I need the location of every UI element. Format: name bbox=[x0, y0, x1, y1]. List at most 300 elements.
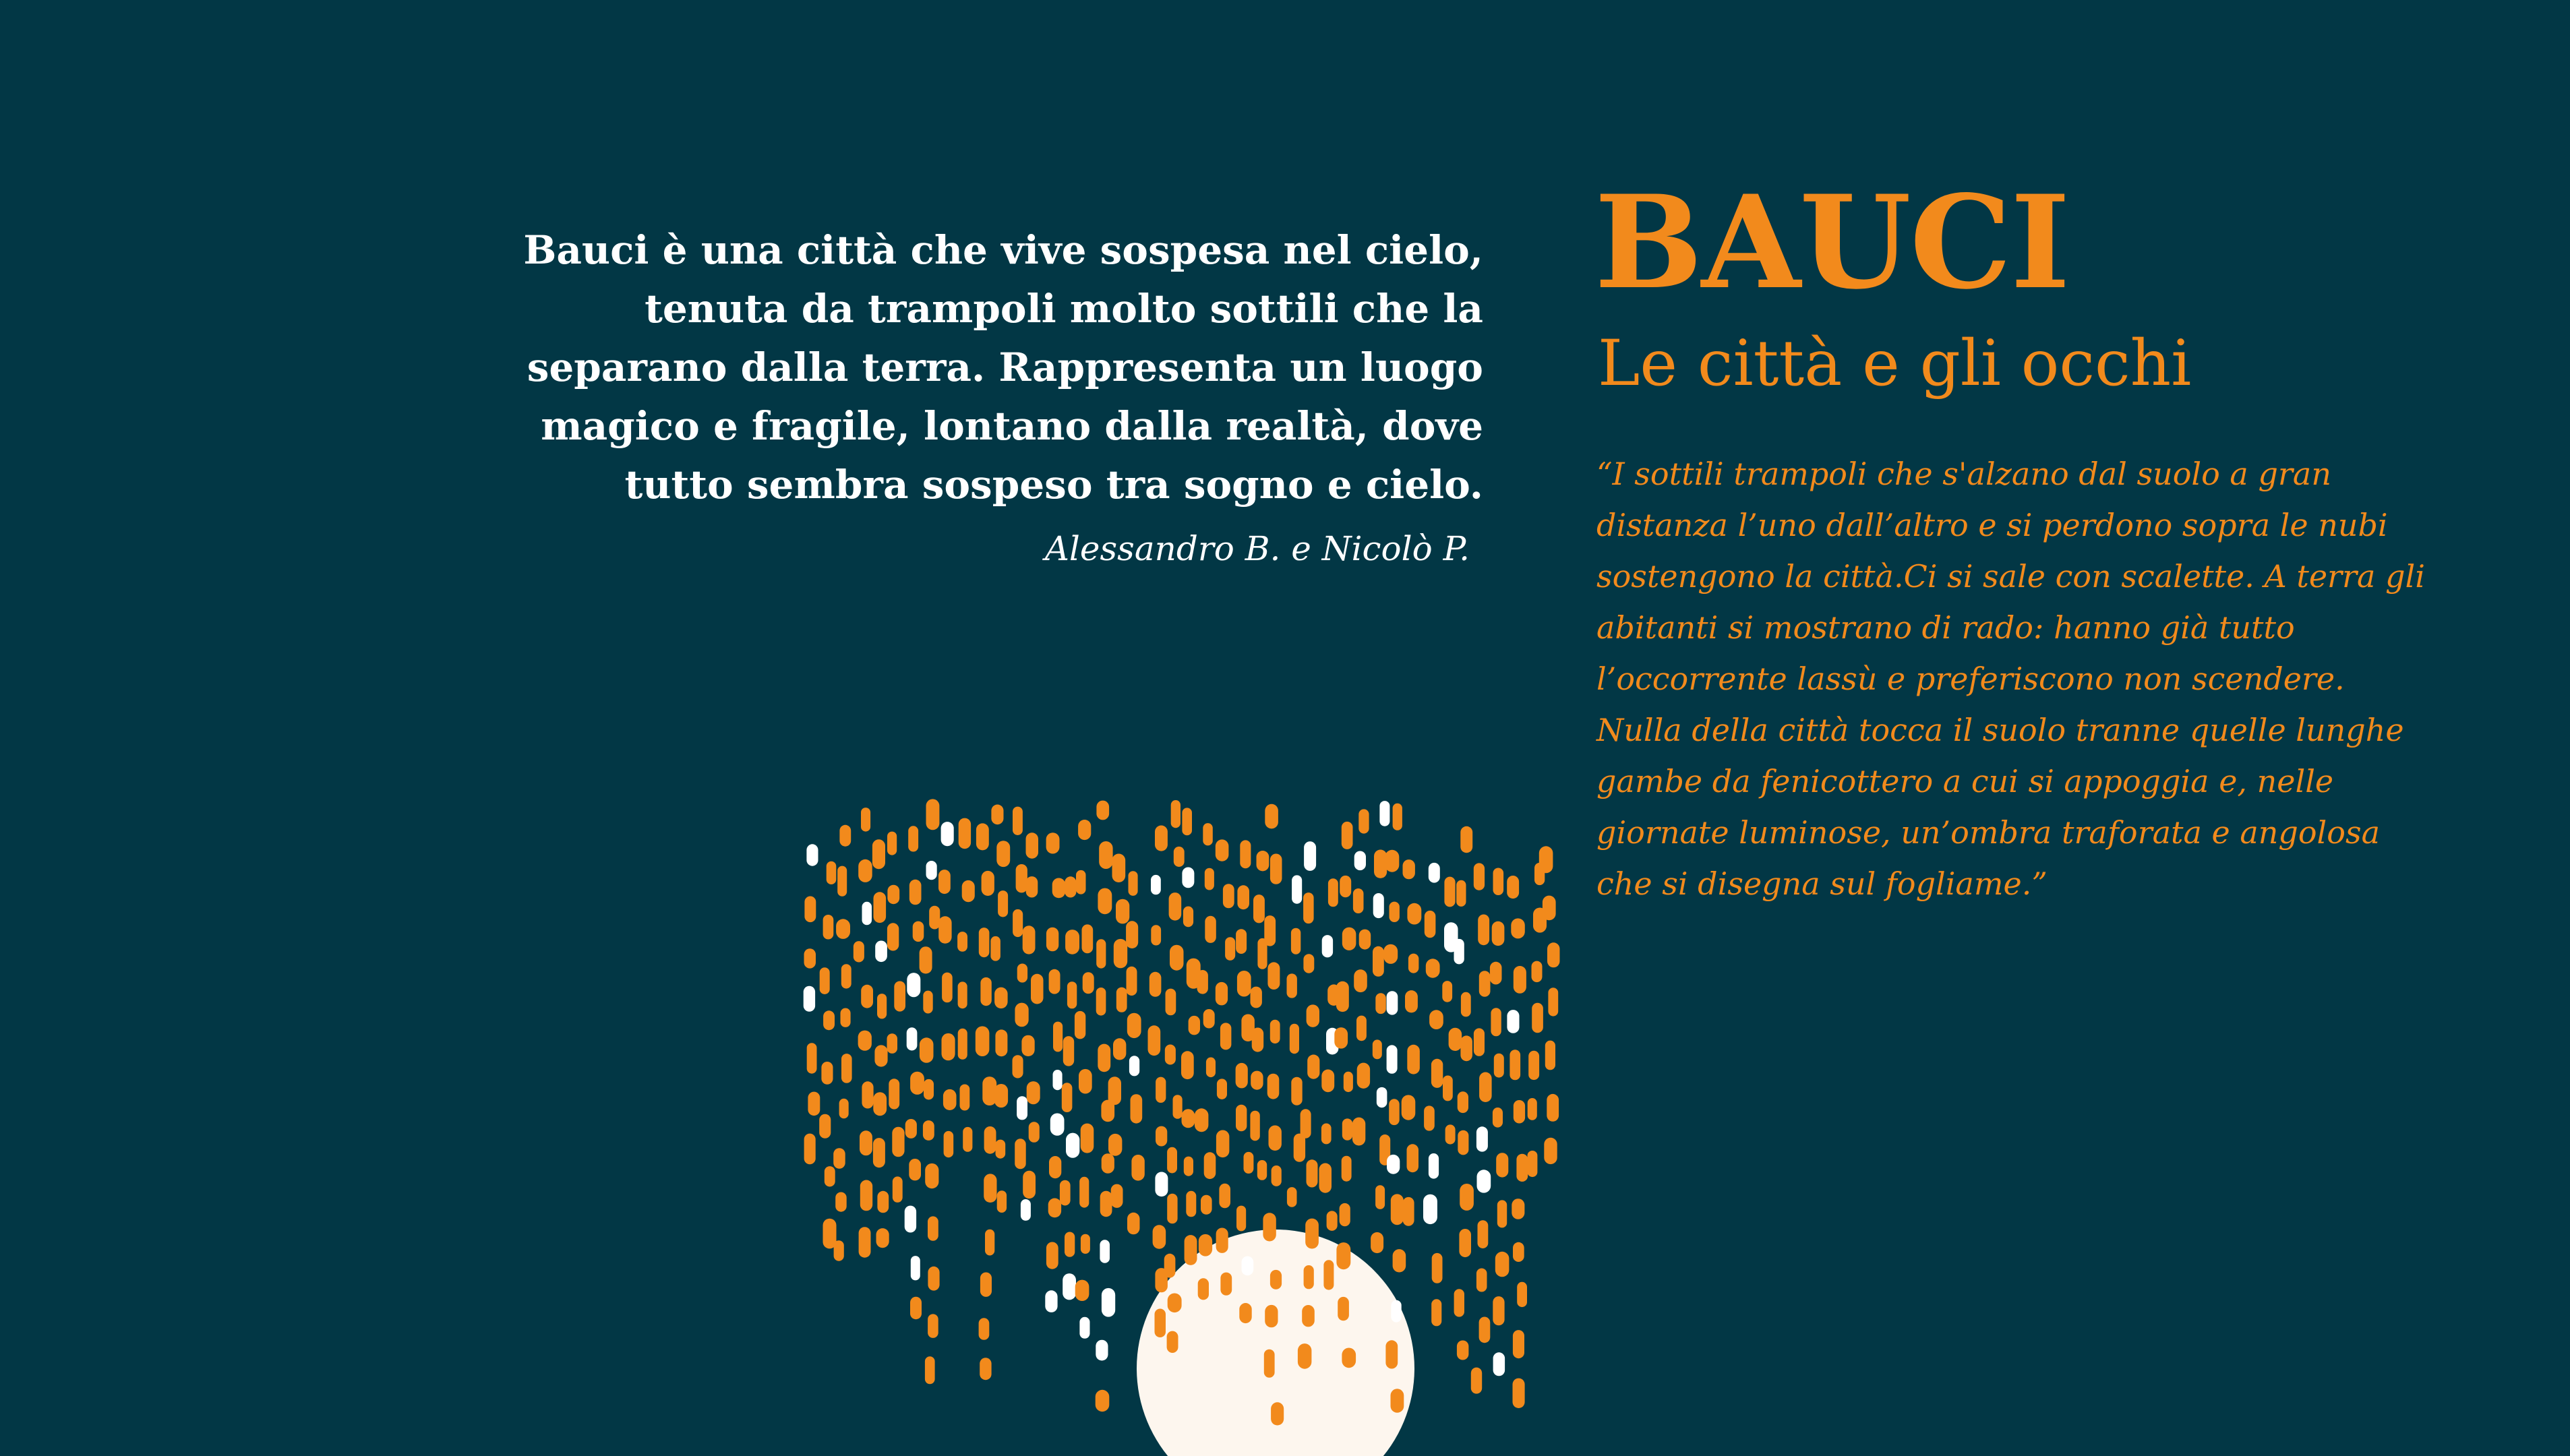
stilt-mark bbox=[1298, 1343, 1312, 1369]
stilt-mark bbox=[1517, 1282, 1527, 1307]
stilt-mark bbox=[1342, 1156, 1352, 1182]
stilt-mark bbox=[1407, 1144, 1419, 1172]
stilt-mark bbox=[1253, 894, 1265, 923]
stilt-mark bbox=[985, 1230, 994, 1256]
stilt-mark bbox=[1236, 1206, 1246, 1232]
stilt-mark bbox=[982, 1076, 996, 1105]
stilt-mark bbox=[825, 1166, 835, 1186]
stilt-mark bbox=[979, 1318, 990, 1340]
stilt-mark bbox=[958, 981, 967, 1008]
stilt-mark bbox=[861, 808, 870, 832]
stilt-mark bbox=[1494, 1054, 1504, 1078]
stilt-mark bbox=[1371, 1232, 1383, 1253]
stilt-mark bbox=[1443, 1076, 1453, 1101]
stilt-mark bbox=[991, 805, 1003, 825]
stilt-mark bbox=[860, 1130, 872, 1155]
stilt-mark bbox=[860, 1180, 872, 1211]
stilt-mark bbox=[1478, 915, 1489, 946]
stilt-mark bbox=[1079, 1317, 1089, 1339]
stilt-mark bbox=[1303, 892, 1314, 923]
stilt-mark bbox=[938, 916, 951, 944]
stilt-mark bbox=[1393, 803, 1402, 830]
stilt-mark bbox=[984, 1174, 996, 1203]
stilt-mark bbox=[1016, 864, 1027, 892]
stilt-mark bbox=[1403, 1197, 1414, 1226]
stilt-mark bbox=[1114, 939, 1127, 968]
stilt-mark bbox=[1079, 1177, 1089, 1208]
stilt-mark bbox=[874, 1045, 887, 1066]
stilt-mark bbox=[1476, 1126, 1488, 1151]
stilt-mark bbox=[1155, 1268, 1168, 1292]
stilt-mark bbox=[957, 932, 967, 952]
stilt-mark bbox=[839, 825, 851, 847]
stilt-mark bbox=[907, 1027, 918, 1050]
stilt-mark bbox=[1496, 1153, 1508, 1177]
page-subtitle: Le città e gli occhi bbox=[1598, 327, 2192, 400]
stilt-mark bbox=[997, 1190, 1007, 1213]
stilt-mark bbox=[1108, 1134, 1122, 1156]
stilt-mark bbox=[1264, 1349, 1275, 1378]
stilt-mark bbox=[1477, 1170, 1491, 1192]
stilt-mark bbox=[1357, 1063, 1370, 1089]
stilt-mark bbox=[1053, 1070, 1063, 1090]
stilt-mark bbox=[1168, 1294, 1182, 1313]
stilt-mark bbox=[1387, 1045, 1398, 1073]
stilt-mark bbox=[808, 1092, 820, 1116]
stilt-mark bbox=[873, 1138, 885, 1167]
stilt-mark bbox=[1336, 981, 1349, 1012]
stilt-mark bbox=[1013, 909, 1023, 937]
stilt-mark bbox=[1153, 1225, 1166, 1248]
stilt-mark bbox=[1049, 969, 1060, 994]
stilt-mark bbox=[1431, 1299, 1441, 1326]
stilt-mark bbox=[1352, 1118, 1365, 1146]
stilt-mark bbox=[1111, 1184, 1123, 1208]
stilt-mark bbox=[877, 1191, 889, 1213]
stilt-mark bbox=[1048, 1199, 1061, 1218]
stilt-mark bbox=[1076, 870, 1086, 894]
stilt-mark bbox=[1374, 850, 1387, 878]
stilt-mark bbox=[1099, 841, 1112, 869]
stilt-mark bbox=[1304, 841, 1316, 871]
stilt-mark bbox=[995, 1029, 1007, 1056]
stilt-mark bbox=[1063, 1036, 1074, 1066]
stilt-mark bbox=[1060, 1180, 1071, 1206]
stilt-mark bbox=[1242, 1256, 1254, 1276]
stilt-mark bbox=[1151, 875, 1161, 894]
stilt-mark bbox=[837, 866, 847, 897]
stilt-mark bbox=[1236, 1063, 1248, 1089]
stilt-mark bbox=[963, 1127, 972, 1152]
stilt-mark bbox=[1101, 1100, 1114, 1122]
stilt-mark bbox=[1156, 1126, 1167, 1147]
stilt-mark bbox=[1148, 1025, 1161, 1056]
stilt-mark bbox=[804, 1134, 816, 1165]
stilt-mark bbox=[1528, 1151, 1538, 1177]
stilt-mark bbox=[1023, 926, 1036, 954]
stilt-mark bbox=[827, 861, 837, 884]
stilt-mark bbox=[1375, 1185, 1385, 1209]
stilt-mark bbox=[1096, 939, 1106, 968]
stilt-mark bbox=[859, 1227, 871, 1258]
stilt-mark bbox=[1338, 1297, 1349, 1321]
stilt-mark bbox=[1511, 918, 1525, 938]
stilt-mark bbox=[1029, 1122, 1040, 1143]
stilt-mark bbox=[982, 871, 994, 896]
stilt-mark bbox=[1543, 896, 1556, 921]
stilt-mark bbox=[1185, 1235, 1197, 1265]
stilt-mark bbox=[1165, 1045, 1176, 1065]
stilt-mark bbox=[1294, 1134, 1305, 1162]
stilt-mark bbox=[1206, 1058, 1216, 1078]
stilt-mark bbox=[1319, 1163, 1332, 1193]
stilt-mark bbox=[1100, 1240, 1110, 1263]
stilt-mark bbox=[889, 1079, 899, 1109]
stilt-mark bbox=[910, 1297, 922, 1320]
stilt-mark bbox=[820, 967, 830, 994]
stilt-mark bbox=[1385, 1340, 1398, 1368]
stilt-mark bbox=[1031, 974, 1044, 1004]
stilt-mark bbox=[1534, 863, 1545, 885]
stilt-mark bbox=[1423, 1194, 1437, 1224]
stilt-mark bbox=[1046, 832, 1060, 853]
stilt-mark bbox=[1203, 1009, 1215, 1029]
stilt-mark bbox=[1216, 1228, 1228, 1253]
stilt-mark bbox=[1021, 1035, 1034, 1056]
stilt-mark bbox=[994, 1084, 1008, 1108]
stilt-mark bbox=[1533, 908, 1547, 933]
stilt-mark bbox=[1405, 990, 1418, 1012]
stilt-mark bbox=[1237, 885, 1249, 909]
stilt-mark bbox=[1358, 809, 1369, 833]
stilt-mark bbox=[1323, 1260, 1334, 1290]
stilt-mark bbox=[1287, 973, 1297, 998]
stilt-mark bbox=[875, 941, 887, 963]
stilt-mark bbox=[1528, 1051, 1539, 1080]
stilt-mark bbox=[1170, 945, 1184, 971]
stilt-mark bbox=[1046, 1242, 1058, 1269]
stilt-mark bbox=[1493, 1352, 1505, 1376]
stilt-mark bbox=[1532, 961, 1543, 983]
stilt-mark bbox=[911, 1256, 920, 1280]
stilt-mark bbox=[909, 1159, 921, 1180]
stilt-mark bbox=[1442, 981, 1452, 1002]
stilt-mark bbox=[1516, 1154, 1528, 1182]
stilt-mark bbox=[1460, 1035, 1472, 1061]
stilt-mark bbox=[1205, 868, 1214, 890]
stilt-mark bbox=[1389, 902, 1400, 922]
stilt-mark bbox=[1189, 1016, 1200, 1035]
stilt-mark bbox=[1547, 942, 1560, 967]
stilt-mark bbox=[1173, 1095, 1183, 1119]
stilt-mark bbox=[928, 1314, 938, 1338]
stilt-mark bbox=[1270, 854, 1282, 884]
stilt-mark bbox=[942, 973, 953, 1003]
stilt-mark bbox=[1250, 1111, 1259, 1141]
stilt-marks bbox=[804, 799, 1560, 1425]
stilt-mark bbox=[1342, 822, 1353, 849]
stilt-mark bbox=[1225, 937, 1235, 961]
stilt-mark bbox=[1257, 938, 1267, 969]
stilt-mark bbox=[1403, 859, 1415, 879]
stilt-mark bbox=[1198, 1278, 1209, 1300]
stilt-mark bbox=[804, 986, 815, 1012]
stilt-mark bbox=[1389, 1099, 1400, 1125]
stilt-mark bbox=[910, 1072, 924, 1095]
stilt-mark bbox=[980, 1358, 991, 1380]
stilt-mark bbox=[1493, 868, 1504, 896]
stilt-mark bbox=[821, 1062, 833, 1085]
stilt-mark bbox=[1167, 1147, 1177, 1174]
stilt-mark bbox=[1131, 1155, 1144, 1181]
stilt-mark bbox=[1493, 1296, 1504, 1325]
stilt-mark bbox=[1201, 1195, 1212, 1215]
stilt-mark bbox=[873, 1092, 887, 1116]
stilt-mark bbox=[807, 1043, 817, 1074]
stilt-mark bbox=[1116, 988, 1127, 1012]
stilt-mark bbox=[1075, 1280, 1089, 1301]
stilt-mark bbox=[1407, 1045, 1420, 1074]
stilt-mark bbox=[1387, 1155, 1400, 1174]
stilt-mark bbox=[1155, 1172, 1168, 1197]
stilt-mark bbox=[1303, 954, 1314, 973]
stilt-mark bbox=[835, 1192, 847, 1212]
stilt-mark bbox=[1454, 1289, 1464, 1316]
stilt-mark bbox=[942, 1033, 955, 1060]
stilt-mark bbox=[1267, 1074, 1280, 1099]
stilt-mark bbox=[1340, 876, 1351, 897]
stilt-mark bbox=[944, 1131, 954, 1157]
stilt-mark bbox=[804, 948, 816, 968]
stilt-mark bbox=[1263, 1213, 1276, 1241]
stilt-mark bbox=[926, 861, 937, 880]
stilt-mark bbox=[1217, 1079, 1227, 1099]
stilt-mark bbox=[1334, 1027, 1348, 1049]
stilt-mark bbox=[1539, 846, 1553, 873]
stilt-mark bbox=[990, 936, 1000, 961]
stilt-mark bbox=[923, 991, 932, 1014]
stilt-mark bbox=[1166, 989, 1176, 1016]
stilt-mark bbox=[887, 885, 899, 905]
stilt-mark bbox=[1156, 1077, 1166, 1103]
stilt-mark bbox=[1497, 1200, 1507, 1227]
stilt-mark bbox=[1167, 1194, 1177, 1224]
stilt-mark bbox=[1513, 1242, 1524, 1262]
stilt-mark bbox=[1186, 1191, 1196, 1217]
stilt-mark bbox=[1081, 1124, 1094, 1153]
stilt-mark bbox=[1402, 1095, 1416, 1120]
stilt-mark bbox=[1512, 1199, 1524, 1219]
stilt-mark bbox=[980, 977, 991, 1006]
stilt-mark bbox=[1270, 1270, 1282, 1290]
stilt-mark bbox=[836, 919, 850, 939]
stilt-mark bbox=[1479, 1317, 1491, 1343]
stilt-mark bbox=[1304, 1265, 1314, 1289]
stilt-mark bbox=[1460, 826, 1472, 853]
stilt-mark bbox=[823, 1010, 835, 1030]
stilt-mark bbox=[1454, 939, 1464, 965]
stilt-mark bbox=[920, 946, 932, 973]
stilt-mark bbox=[1478, 1220, 1489, 1248]
stilt-mark bbox=[1216, 982, 1228, 1006]
stilt-mark bbox=[1305, 1219, 1319, 1249]
stilt-mark bbox=[1429, 863, 1440, 883]
stilt-mark bbox=[1065, 876, 1076, 897]
stilt-mark bbox=[1065, 1232, 1075, 1257]
stilt-mark bbox=[841, 964, 851, 988]
stilt-mark bbox=[1045, 1290, 1057, 1312]
stilt-mark bbox=[913, 921, 924, 942]
stilt-mark bbox=[1344, 1072, 1353, 1092]
stilt-mark bbox=[905, 1206, 916, 1233]
stilt-mark bbox=[1532, 1003, 1543, 1033]
stilt-mark bbox=[1251, 987, 1262, 1008]
stilt-mark bbox=[1459, 1229, 1471, 1257]
stilt-mark bbox=[976, 1026, 990, 1056]
stilt-mark bbox=[943, 1089, 957, 1110]
stilt-mark bbox=[1017, 964, 1027, 983]
stilt-mark bbox=[1239, 1303, 1251, 1323]
stilt-mark bbox=[1513, 1330, 1524, 1358]
stilt-mark bbox=[1479, 1072, 1492, 1103]
stilt-mark bbox=[1461, 992, 1471, 1017]
stilt-mark bbox=[1183, 907, 1193, 928]
stilt-mark bbox=[1492, 921, 1505, 946]
stilt-mark bbox=[1127, 967, 1137, 996]
stilt-mark bbox=[926, 799, 940, 830]
stilt-mark bbox=[1102, 1153, 1114, 1174]
stilt-mark bbox=[1444, 922, 1458, 952]
stilt-mark bbox=[1023, 1171, 1036, 1199]
stilt-mark bbox=[1053, 1022, 1063, 1052]
stilt-mark bbox=[1375, 993, 1386, 1014]
stilt-mark bbox=[1203, 823, 1213, 845]
stilt-mark bbox=[1184, 1157, 1193, 1176]
stilt-mark bbox=[1098, 1044, 1110, 1072]
stilt-mark bbox=[1096, 1340, 1108, 1361]
stilt-mark bbox=[1112, 854, 1126, 883]
stilt-mark bbox=[1490, 962, 1502, 985]
stilt-mark bbox=[1067, 981, 1077, 1008]
stilt-mark bbox=[876, 1228, 889, 1248]
stilt-mark bbox=[874, 892, 887, 923]
stilt-mark bbox=[1476, 1269, 1487, 1292]
stilt-mark bbox=[1458, 1091, 1468, 1113]
stilt-mark bbox=[1015, 1003, 1028, 1027]
stilt-mark bbox=[1301, 1109, 1311, 1138]
stilt-mark bbox=[1127, 1013, 1141, 1038]
stilt-mark bbox=[1240, 840, 1251, 868]
stilt-mark bbox=[1216, 1130, 1230, 1158]
stilt-mark bbox=[1081, 1234, 1090, 1254]
stilt-mark bbox=[1098, 888, 1112, 915]
stilt-mark bbox=[1131, 1094, 1143, 1123]
stilt-mark bbox=[1100, 1191, 1112, 1217]
stilt-mark bbox=[1471, 1368, 1482, 1394]
stilt-mark bbox=[1164, 1254, 1176, 1278]
stilt-mark bbox=[1236, 1105, 1247, 1132]
stilt-mark bbox=[1127, 1213, 1140, 1235]
stilt-mark bbox=[1272, 1165, 1282, 1186]
stilt-mark bbox=[1507, 1010, 1519, 1033]
stilt-mark bbox=[1241, 1014, 1255, 1042]
stilt-mark bbox=[1199, 1234, 1212, 1256]
stilt-mark bbox=[1431, 1059, 1443, 1088]
stilt-mark bbox=[1063, 1273, 1076, 1300]
stilt-mark bbox=[1356, 1016, 1367, 1041]
stilt-mark bbox=[1113, 1038, 1126, 1060]
stilt-mark bbox=[1321, 1124, 1332, 1145]
stilt-mark bbox=[1528, 1098, 1537, 1120]
stilt-mark bbox=[920, 1037, 934, 1063]
stilt-mark bbox=[1328, 878, 1338, 907]
stilt-mark bbox=[887, 923, 899, 950]
stilt-mark bbox=[1252, 1028, 1264, 1052]
stilt-mark bbox=[925, 1356, 935, 1384]
stilt-mark bbox=[994, 988, 1008, 1009]
stilt-mark bbox=[996, 841, 1010, 867]
stilt-mark bbox=[841, 1054, 852, 1083]
stilt-mark bbox=[958, 1029, 967, 1060]
stilt-mark bbox=[1197, 970, 1208, 994]
stilt-mark bbox=[1336, 1242, 1350, 1269]
stilt-mark bbox=[1174, 847, 1185, 867]
stilt-mark bbox=[1385, 850, 1399, 872]
stilt-mark bbox=[1244, 1152, 1254, 1174]
stilt-mark bbox=[1291, 1077, 1302, 1105]
stilt-mark bbox=[1353, 888, 1364, 913]
stilt-mark bbox=[1379, 801, 1389, 826]
stilt-mark bbox=[1078, 820, 1091, 840]
stilt-mark bbox=[1359, 930, 1371, 950]
stilt-mark bbox=[1391, 1389, 1404, 1413]
stilt-mark bbox=[1445, 1124, 1456, 1144]
stilt-mark bbox=[908, 826, 918, 851]
stilt-mark bbox=[1237, 971, 1251, 997]
stilt-mark bbox=[1307, 1004, 1319, 1027]
stilt-mark bbox=[1181, 1051, 1194, 1079]
stilt-mark bbox=[1444, 877, 1455, 907]
stilt-mark bbox=[1251, 1071, 1263, 1090]
stilt-mark bbox=[1291, 928, 1301, 954]
stilt-mark bbox=[1220, 1023, 1232, 1050]
stilt-mark bbox=[1327, 1211, 1338, 1231]
stilt-mark bbox=[1050, 1114, 1065, 1136]
stilt-mark bbox=[1220, 1273, 1232, 1296]
stilt-mark bbox=[1342, 1118, 1352, 1140]
stilt-mark bbox=[1321, 1070, 1334, 1093]
stilt-mark bbox=[979, 928, 990, 957]
stilt-mark bbox=[1204, 1152, 1216, 1179]
stilt-mark bbox=[1219, 1184, 1230, 1209]
stilt-mark bbox=[1182, 868, 1194, 888]
stilt-mark bbox=[1264, 915, 1276, 946]
stilt-mark bbox=[1096, 801, 1109, 820]
stilt-mark bbox=[996, 1140, 1006, 1159]
stilt-mark bbox=[1354, 969, 1367, 992]
stilt-mark bbox=[976, 823, 989, 850]
stilt-mark bbox=[823, 915, 834, 940]
stilt-mark bbox=[1116, 899, 1129, 924]
stilt-mark bbox=[1046, 928, 1058, 952]
stilt-mark bbox=[877, 994, 887, 1019]
stilt-mark bbox=[887, 832, 897, 855]
stilt-mark bbox=[1391, 1300, 1401, 1323]
stilt-mark bbox=[1267, 962, 1280, 990]
stilt-mark bbox=[984, 1126, 996, 1154]
stilt-mark bbox=[806, 844, 818, 866]
stilt-mark bbox=[862, 902, 872, 926]
